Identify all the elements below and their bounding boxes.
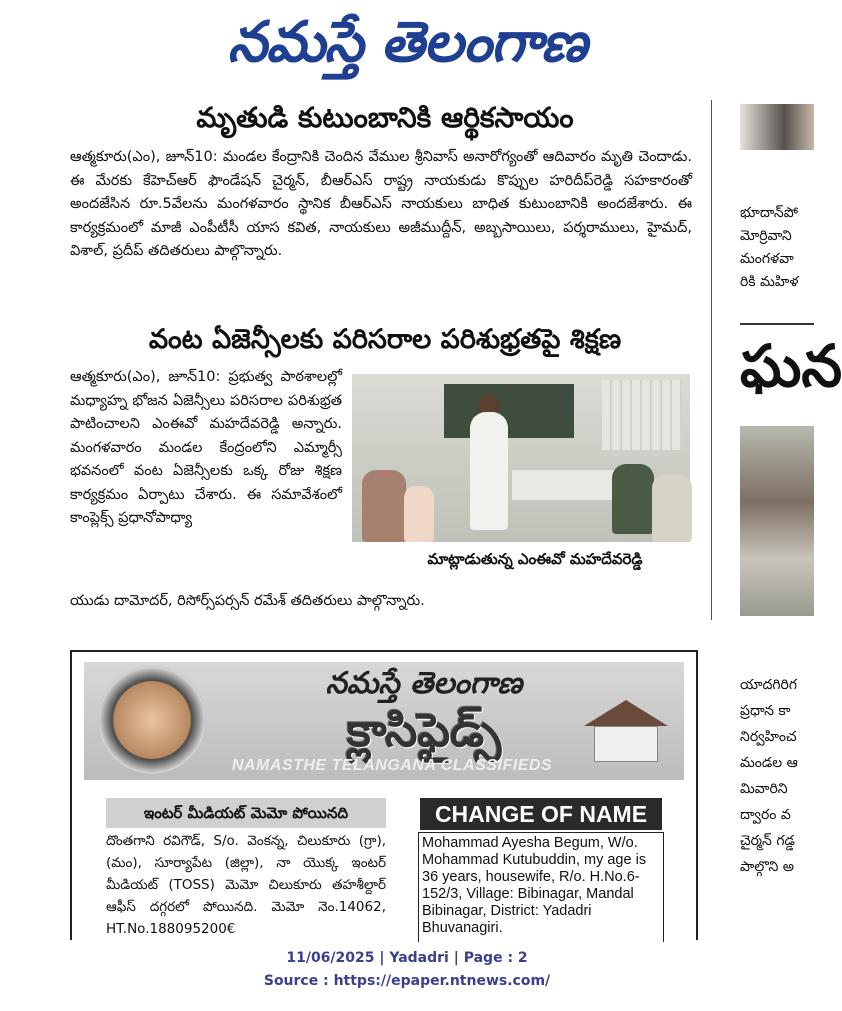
right-line: ప్రధాన కా	[740, 703, 791, 719]
right-column-headline: ఘన	[740, 332, 842, 400]
article1-headline: మృతుడి కుటుంబానికి ఆర్థికసాయం	[196, 101, 574, 134]
article2-headline: వంట ఏజెన్సీలకు పరిసరాల పరిశుభ్రతపై శిక్షణ	[148, 324, 622, 355]
classifieds-brand-title: నమస్తే తెలంగాణ	[325, 666, 523, 701]
right-column-text-bottom	[740, 672, 814, 932]
right-column-rule	[740, 323, 814, 325]
right-column-text-top	[740, 202, 814, 294]
classifieds-banner	[84, 662, 684, 780]
right-line: మండల ఆ	[740, 755, 798, 771]
footer-source-label: Source :	[263, 973, 334, 989]
classifieds-section	[70, 650, 698, 940]
classifieds-banner-title: క్లాసిఫైడ్స్	[346, 703, 502, 757]
article2-body-continued: యుడు దామోదర్, రిసోర్స్‌పర్సన్ రమేశ్ తదితరులు పాల్గొన్నారు.	[70, 593, 425, 609]
right-line: మోర్రివాని	[740, 228, 792, 244]
right-line: ద్వారం వ	[740, 807, 791, 823]
right-line: భూదాన్‌పో	[740, 205, 798, 221]
article2-photo	[352, 374, 690, 542]
column-divider	[711, 100, 712, 620]
house-icon	[584, 700, 666, 762]
ad-lost-memo-heading: ఇంటర్ మీడియట్ మెమో పోయినది	[106, 798, 386, 828]
masthead-title: నమస్తే తెలంగాణ	[227, 9, 587, 75]
article1-body: ఆత్మకూరు(ఎం), జూన్10: మండల కేంద్రానికి చెందిన వేముల శ్రీనివాస్ అనారోగ్యంతో ఆదివారం మృతి చెందాడు. ఈ మేరకు కేహెచ్ఆర్ ఫౌండేషన్ చైర్మన్, బీఆర్ఎస్ రాష్ట్ర నాయకుడు కొప్పుల హరిదీప్‌రెడ్డి సహకారంతో అందజేసిన రూ.5వేలను మంగళవారం స్థానిక బీఆర్ఎస్ నాయకులు బాధిత కుటుంబానికి అందజేశారు. ఈ కార్యక్రమంలో మాజీ ఎంపీటీసీ యాస కవిత, నాయకులు అజీముద్దీన్, అబ్బసాయిలు, పర్శరాములు, హైమద్, విశాల్, ప్రదీప్ తదితరులు పాల్గొన్నారు.	[70, 149, 692, 259]
right-line: నిర్వహించ	[740, 729, 797, 745]
right-line: పాల్గొని అ	[740, 859, 794, 875]
right-line: యాదగిరిగ	[740, 677, 798, 693]
ad-lost-memo-body: దొంతగాని రవిగౌడ్, S/o. వెంకన్న, చిలుకూరు (గ్రా), (మం), సూర్యాపేట (జిల్లా), నా యొక్క ఇంటర్ మీడియట్ (TOSS) మెమో చిలుకూరు తహశీల్దార్ ఆఫీస్ దగ్గరలో పోయినది. మెమో నెం.14062, HT.No.188095200€	[106, 833, 386, 937]
source-link[interactable]: https://epaper.ntnews.com/	[333, 973, 551, 989]
footer-source	[0, 970, 814, 992]
footer-dateline: 11/06/2025 | Yadadri | Page : 2	[286, 950, 528, 966]
classifieds-banner-subtitle: NAMASTHE TELANGANA CLASSIFIEDS	[231, 757, 553, 774]
right-line: మంగళవా	[740, 251, 794, 267]
ad-change-of-name-heading: CHANGE OF NAME	[420, 798, 662, 830]
photo-caption: మాట్లాడుతున్న ఎంఈవో మహదేవరెడ్డి	[427, 550, 643, 568]
right-line: చైర్మన్ గడ్డ	[740, 833, 795, 849]
right-column-photo	[740, 426, 814, 616]
right-line: మివారిని	[740, 781, 788, 797]
right-column-photo-top	[740, 104, 814, 150]
article2-body: ఆత్మకూరు(ఎం), జూన్10: ప్రభుత్వ పాఠశాలల్లో మధ్యాహ్న భోజన ఏజెన్సీలు పరిసరాల పరిశుభ్రత పాటించాలని ఎంఈవో మహదేవరెడ్డి అన్నారు. మంగళవారం మండల కేంద్రంలోని ఎమ్మార్సీ భవనంలో వంట ఏజెన్సీలకు ఒక్క రోజు శిక్షణ కార్యక్రమం ఏర్పాటు చేశారు. ఈ సమావేశంలో కాంప్లెక్స్ ప్రధానోపాధ్యా	[70, 369, 342, 526]
right-line: రికి మహిళ	[740, 274, 799, 290]
ad-change-of-name-body: Mohammad Ayesha Begum, W/o. Mohammad Kutubuddin, my age is 36 years, housewife, R/o. H.No.6-152/3, Village: Bibinagar, Mandal Bibinagar, District: Yadadri Bhuvanagiri.	[418, 832, 664, 942]
classifieds-seal-logo	[98, 666, 206, 774]
